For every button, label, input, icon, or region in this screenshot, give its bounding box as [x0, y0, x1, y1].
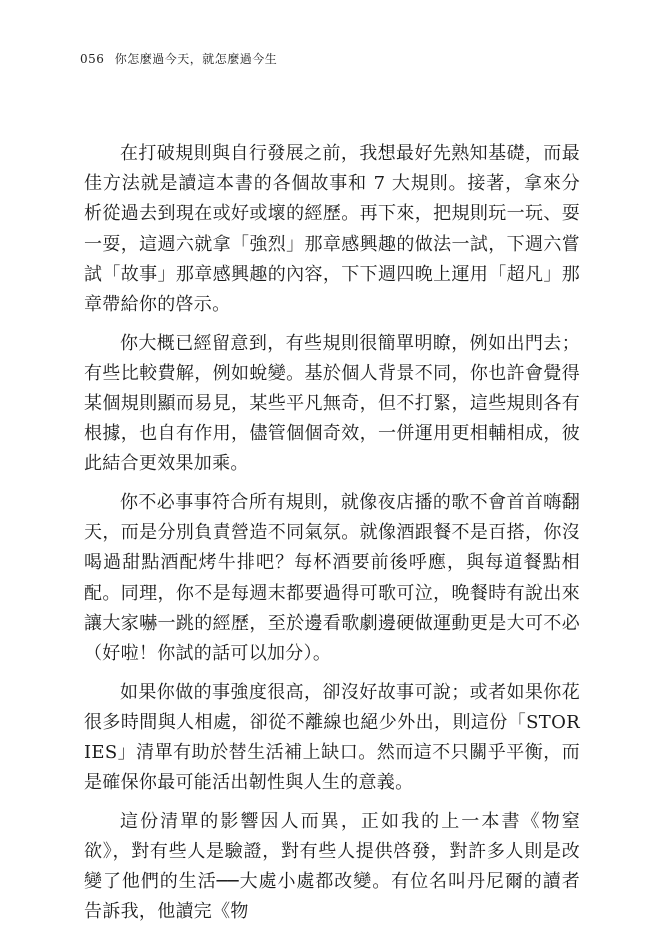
paragraph-4: 如果你做的事強度很高，卻沒好故事可說；或者如果你花很多時間與人相處，卻從不離線也絕少外出，則這份「STORIES」清單有助於替生活補上缺口。然而這不只關乎平衡，而是確保你最可能活出韌性與人生的意義。 [84, 681, 580, 794]
body-text [84, 139, 580, 928]
book-title: 你怎麼過今天，就怎麼過今生 [114, 52, 278, 66]
paragraph-3: 你不必事事符合所有規則，就像夜店播的歌不會首首嗨翻天，而是分別負責營造不同氣氛。就像酒跟餐不是百搭，你沒喝過甜點酒配烤牛排吧？每杯酒要前後呼應，與每道餐點相配。同理，你不是每週末都要過得可歌可泣，晚餐時有說出來讓大家嚇一跳的經歷，至於邊看歌劇邊硬做運動更是大可不必（好啦！你試的話可以加分）。 [84, 492, 580, 665]
paragraph-5: 這份清單的影響因人而異，正如我的上一本書《物窒欲》，對有些人是驗證，對有些人提供啓發，對許多人則是改變了他們的生活──大處小處都改變。有位名叫丹尼爾的讀者告訴我，他讀完《物 [84, 810, 580, 923]
paragraph-2: 你大概已經留意到，有些規則很簡單明瞭，例如出門去；有些比較費解，例如蛻變。基於個人背景不同，你也許會覺得某個規則顯而易見，某些平凡無奇，但不打緊，這些規則各有根據，也自有作用，儘管個個奇效，一併運用更相輔相成，彼此結合更效果加乘。 [84, 332, 580, 475]
paragraph-1: 在打破規則與自行發展之前，我想最好先熟知基礎，而最佳方法就是讀這本書的各個故事和 7 大規則。接著，拿來分析從過去到現在或好或壞的經歷。再下來，把規則玩一玩、耍一耍，這週六就拿「強烈」那章感興趣的做法一試，下週六嘗試「故事」那章感興趣的內容，下下週四晚上運用「超凡」那章帶給你的啓示。 [84, 143, 580, 316]
running-header [80, 50, 277, 67]
page-number: 056 [80, 52, 105, 66]
